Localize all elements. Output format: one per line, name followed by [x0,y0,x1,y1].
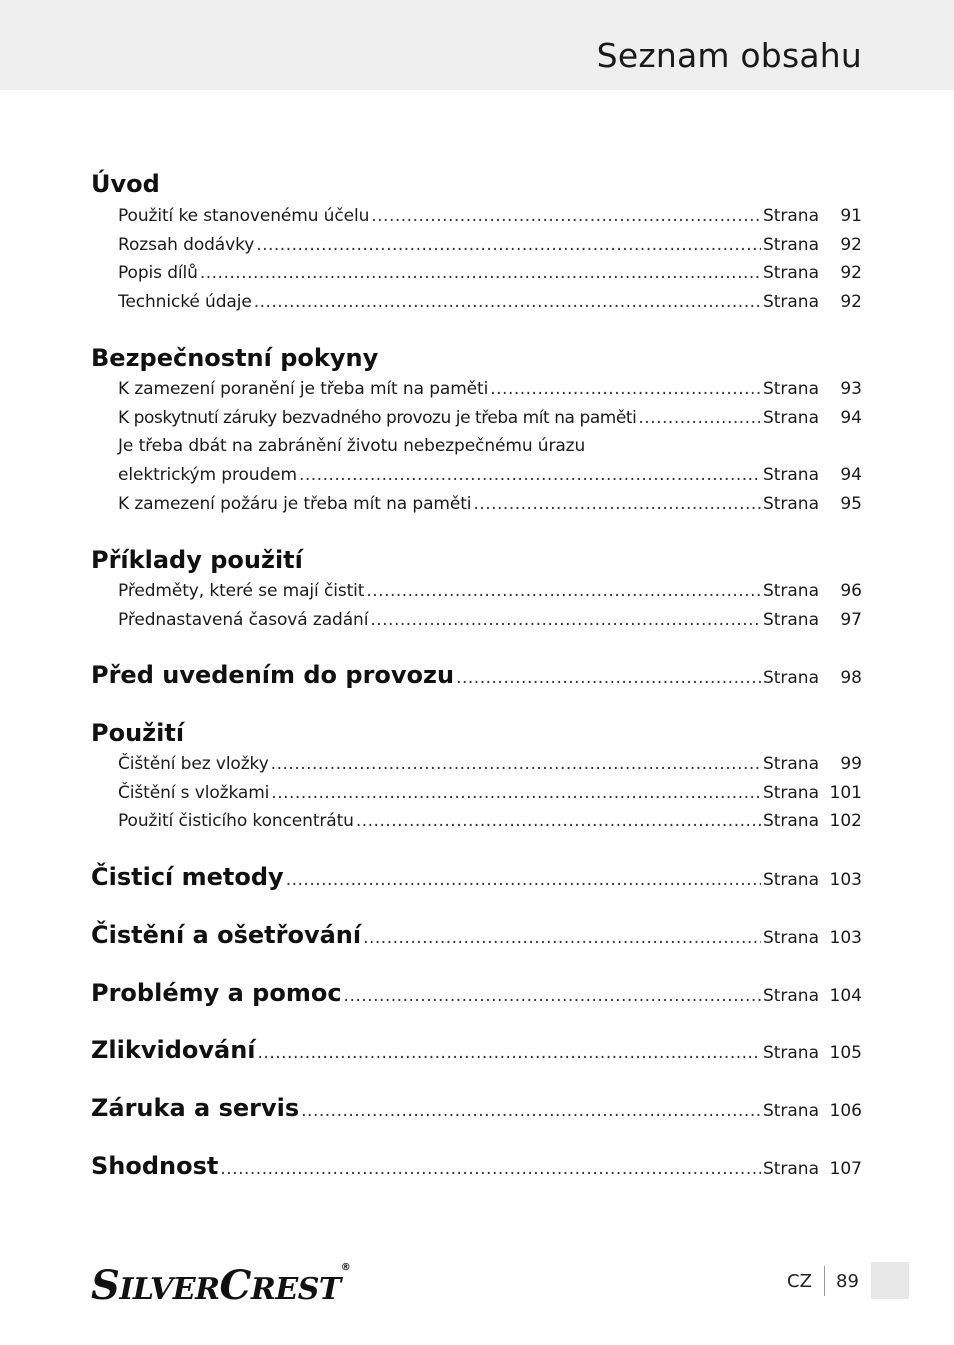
dot-leader [256,234,761,256]
entry-title: Rozsah dodávky [118,235,255,255]
toc-heading[interactable] [91,1089,862,1123]
page-number: 104 [829,986,862,1006]
page-number: 99 [840,754,862,774]
footer-divider [824,1266,825,1296]
entry-title: Použití čisticího koncentrátu [118,811,354,831]
toc-entry[interactable] [118,289,862,313]
silvercrest-logo: SILVERCREST® [91,1262,351,1309]
page-number: 103 [829,870,862,890]
entry-title: Čištění bez vložky [118,754,269,774]
dot-leader [271,753,761,775]
page-label: Strana [762,1043,819,1063]
section-title: Před uvedením do provozu [91,661,455,689]
entry-title: K zamezení poranění je třeba mít na paměti [118,379,489,399]
section-title: Příklady použití [91,546,303,574]
toc-entry[interactable] [118,405,862,429]
entry-title: K poskytnutí záruky bezvadného provozu je třeba mít na paměti [118,408,637,428]
entry-title: Použití ke stanovenému účelu [118,206,370,226]
dot-leader [370,609,761,631]
page-label: Strana [762,811,819,831]
toc-entry[interactable] [118,607,862,631]
page-number: 94 [840,465,862,485]
section-title: Čisticí metody [91,863,284,891]
dot-leader [344,984,761,1008]
dot-leader [258,1041,761,1065]
page-number: 107 [829,1159,862,1179]
page-title: Seznam obsahu [596,36,862,75]
page-number: 103 [829,928,862,948]
dot-leader [473,493,761,515]
page-number: 105 [829,1043,862,1063]
page-label: Strana [762,610,819,630]
section-title: Zlikvidování [91,1036,256,1064]
page-label: Strana [762,581,819,601]
entry-title: Přednastavená časová zadání [118,610,369,630]
language-code: CZ [787,1271,812,1292]
dot-leader [366,580,761,602]
page-number-footer: 89 [836,1271,859,1292]
dot-leader [271,782,761,804]
page-label: Strana [762,408,819,428]
toc-entry[interactable] [118,203,862,227]
toc-heading[interactable] [91,714,862,748]
entry-title: elektrickým proudem [118,465,297,485]
page-label: Strana [762,465,819,485]
section-title: Použití [91,719,185,747]
dot-leader [490,378,761,400]
page-label: Strana [762,379,819,399]
page-label: Strana [762,783,819,803]
entry-title: Předměty, které se mají čistit [118,581,365,601]
dot-leader [638,407,761,429]
page-label: Strana [762,1101,819,1121]
section-title: Úvod [91,170,160,198]
toc-heading[interactable] [91,1147,862,1181]
entry-title: Čištění s vložkami [118,783,270,803]
section-title: Shodnost [91,1152,219,1180]
entry-title: Je třeba dbát na zabránění životu nebezpečnému úrazu [118,436,586,456]
page-label: Strana [762,668,819,688]
dot-leader [200,262,761,284]
dot-leader [286,868,761,892]
page-label: Strana [762,1159,819,1179]
toc-entry[interactable] [118,780,862,804]
toc-heading[interactable] [91,858,862,892]
page-label: Strana [762,263,819,283]
toc-entry[interactable] [118,808,862,832]
page-number: 98 [840,668,862,688]
toc-entry[interactable] [118,232,862,256]
toc-heading[interactable] [91,1031,862,1065]
page-number: 94 [840,408,862,428]
footer-tab-marker [871,1262,909,1299]
toc-heading[interactable] [91,339,862,373]
dot-leader [299,464,761,486]
entry-title: K zamezení požáru je třeba mít na paměti [118,494,472,514]
page-label: Strana [762,494,819,514]
toc-entry[interactable] [118,376,862,400]
dot-leader [301,1099,761,1123]
toc-heading[interactable] [91,916,862,950]
dot-leader [356,810,761,832]
page-label: Strana [762,235,819,255]
dot-leader [363,926,761,950]
toc-entry[interactable] [118,751,862,775]
page-number: 102 [829,811,862,831]
page-label: Strana [762,206,819,226]
page-number: 101 [829,783,862,803]
section-title: Záruka a servis [91,1094,300,1122]
section-title: Bezpečnostní pokyny [91,344,379,372]
dot-leader [371,205,761,227]
page-label: Strana [762,754,819,774]
page-number: 96 [840,581,862,601]
page-number: 92 [840,263,862,283]
page-label: Strana [762,292,819,312]
page-number: 92 [840,292,862,312]
toc-heading[interactable] [91,541,862,575]
entry-title: Technické údaje [118,292,252,312]
dot-leader [220,1157,761,1181]
toc-heading[interactable] [91,974,862,1008]
page-number: 106 [829,1101,862,1121]
toc-entry[interactable] [118,433,862,457]
toc-entry[interactable] [118,491,862,515]
page-label: Strana [762,928,819,948]
dot-leader [456,666,761,690]
page-number: 91 [840,206,862,226]
toc-entry[interactable] [118,260,862,284]
section-title: Čistění a ošetřování [91,921,362,949]
section-title: Problémy a pomoc [91,979,342,1007]
page-number: 92 [840,235,862,255]
page-number: 95 [840,494,862,514]
toc-entry[interactable] [118,462,862,486]
page-number: 97 [840,610,862,630]
entry-title: Popis dílů [118,263,198,283]
page-number: 93 [840,379,862,399]
page-label: Strana [762,870,819,890]
dot-leader [254,291,761,313]
toc-heading[interactable] [91,165,862,199]
toc-entry[interactable] [118,578,862,602]
toc-heading[interactable] [91,656,862,690]
page-label: Strana [762,986,819,1006]
